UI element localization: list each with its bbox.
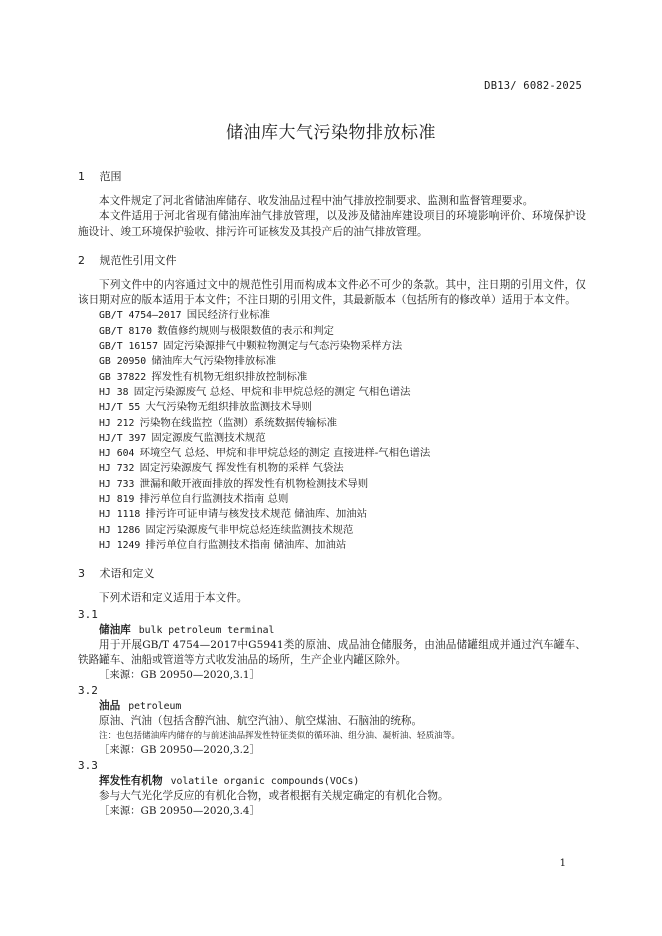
reference-name: 大气污染物无组织排放监测技术导则: [145, 401, 312, 414]
reference-name: 固定源废气监测技术规范: [151, 431, 266, 444]
paragraph: 本文件规定了河北省储油库储存、收发油品过程中油气排放控制要求、监测和监督管理要求。: [99, 195, 534, 207]
section-number: 1: [78, 170, 85, 183]
reference-name: 污染物在线监控（监测）系统数据传输标准: [139, 416, 338, 429]
section-heading-terms: [78, 565, 586, 583]
term-name-cn: 储油库: [99, 623, 131, 636]
reference-name: 固定污染源废气 挥发性有机物的采样 气袋法: [139, 462, 344, 475]
reference-name: 排污单位自行监测技术指南 储油库、加油站: [145, 538, 347, 551]
reference-name: 排污单位自行监测技术指南 总则: [139, 493, 289, 506]
term-name-cn: 挥发性有机物: [99, 775, 163, 788]
reference-item: [78, 308, 586, 323]
reference-name: 固定污染源废气 总烃、甲烷和非甲烷总烃的测定 气相色谱法: [133, 385, 411, 398]
reference-code: HJ/T 397: [99, 432, 147, 444]
term-definition: 用于开展GB/T 4754—2017中G5941类的原油、成品油仓储服务，由油品储罐组成并通过汽车罐车、铁路罐车、油船或管道等方式收发油品的场所，生产企业内罐区除外。: [78, 638, 586, 666]
term-source: ［来源：GB 20950—2020,3.2］: [99, 743, 260, 756]
reference-item: [78, 354, 586, 369]
paragraph: 本文件适用于河北省现有储油库油气排放管理，以及涉及储油库建设项目的环境影响评价、环境保护设施设计、竣工环境保护验收、排污许可证核发及其投产后的油气排放管理。: [78, 210, 586, 238]
reference-code: HJ 1286: [99, 524, 141, 536]
reference-item: [78, 461, 586, 476]
section-number: 2: [78, 253, 85, 267]
reference-code: GB/T 8170: [99, 325, 153, 337]
reference-code: GB/T 4754—2017: [99, 310, 182, 322]
reference-item: [78, 431, 586, 446]
reference-item: [78, 523, 586, 538]
reference-name: 环境空气 总烃、甲烷和非甲烷总烃的测定 直接进样-气相色谱法: [139, 447, 431, 460]
reference-code: HJ 604: [99, 448, 135, 460]
document-body: [78, 168, 586, 820]
reference-name: 固定污染源排气中颗粒物测定与气态污染物采样方法: [163, 340, 403, 353]
reference-code: HJ 38: [99, 386, 129, 398]
reference-item: [78, 324, 586, 339]
reference-name: 国民经济行业标准: [186, 309, 270, 322]
paragraph: 下列文件中的内容通过文中的规范性引用而构成本文件必不可少的条款。其中，注日期的引用文件，仅该日期对应的版本适用于本文件；不注日期的引用文件，其最新版本（包括所有的修改单）适用于本文件。: [78, 278, 586, 307]
term-definition: 原油、汽油（包括含醇汽油、航空汽油）、航空煤油、石脑油的统称。: [99, 715, 423, 728]
reference-item: [78, 339, 586, 354]
section-title: 范围: [99, 170, 122, 183]
term-name-en: petroleum: [128, 701, 182, 713]
term-source: ［来源：GB 20950—2020,3.4］: [99, 805, 260, 818]
reference-item: [78, 507, 586, 522]
section-number: 3: [78, 567, 85, 581]
term-number: 3.2: [78, 684, 98, 698]
term-number: 3.1: [78, 607, 98, 621]
reference-item: [78, 400, 586, 415]
paragraph: 下列术语和定义适用于本文件。: [99, 592, 248, 605]
document-title: 储油库大气污染物排放标准: [226, 123, 436, 143]
reference-name: 排污许可证申请与核发技术规范 储油库、加油站: [145, 508, 368, 521]
reference-code: HJ 1118: [99, 509, 141, 521]
term-name: [78, 623, 586, 638]
reference-code: GB 37822: [99, 371, 147, 383]
term-name-en: volatile organic compounds(VOCs): [170, 776, 360, 788]
reference-code: HJ 819: [99, 494, 135, 506]
section-title: 规范性引用文件: [99, 253, 177, 267]
term-name-cn: 油品: [99, 700, 121, 713]
term-number: 3.3: [78, 759, 98, 773]
term-source: ［来源：GB 20950—2020,3.1］: [99, 669, 260, 682]
reference-code: GB 20950: [99, 356, 147, 368]
reference-name: 固定污染源废气非甲烷总烃连续监测技术规范: [145, 523, 354, 536]
reference-item: [78, 446, 586, 461]
section-heading-scope: [78, 168, 586, 186]
section-title: 术语和定义: [99, 567, 155, 581]
reference-code: HJ/T 55: [99, 402, 141, 414]
reference-code: GB/T 16157: [99, 341, 158, 353]
term-note: 注：也包括储油库内储存的与前述油品挥发性特征类似的循环油、组分油、凝析油、轻质油等。: [99, 730, 460, 741]
reference-name: 数值修约规则与极限数值的表示和判定: [157, 324, 334, 337]
term-name: [78, 699, 586, 714]
reference-item: [78, 538, 586, 553]
section-heading-normative-references: [78, 252, 586, 270]
reference-code: HJ 733: [99, 478, 135, 490]
reference-code: HJ 212: [99, 417, 135, 429]
reference-item: [78, 477, 586, 492]
term-definition: 参与大气光化学反应的有机化合物，或者根据有关规定确定的有机化合物。: [99, 790, 449, 803]
term-name-en: bulk petroleum terminal: [138, 624, 275, 636]
reference-name: 泄漏和敞开液面排放的挥发性有机物检测技术导则: [139, 477, 369, 490]
page-number: 1: [559, 858, 566, 869]
reference-code: HJ 732: [99, 463, 135, 475]
reference-code: HJ 1249: [99, 539, 141, 551]
document-id: DB13/ 6082-2025: [484, 80, 582, 92]
reference-item: [78, 385, 586, 400]
reference-item: [78, 416, 586, 431]
reference-item: [78, 370, 586, 385]
reference-list: [78, 308, 586, 553]
reference-item: [78, 492, 586, 507]
term-name: [78, 774, 586, 789]
reference-name: 储油库大气污染物排放标准: [151, 355, 277, 368]
reference-name: 挥发性有机物无组织排放控制标准: [151, 370, 308, 383]
